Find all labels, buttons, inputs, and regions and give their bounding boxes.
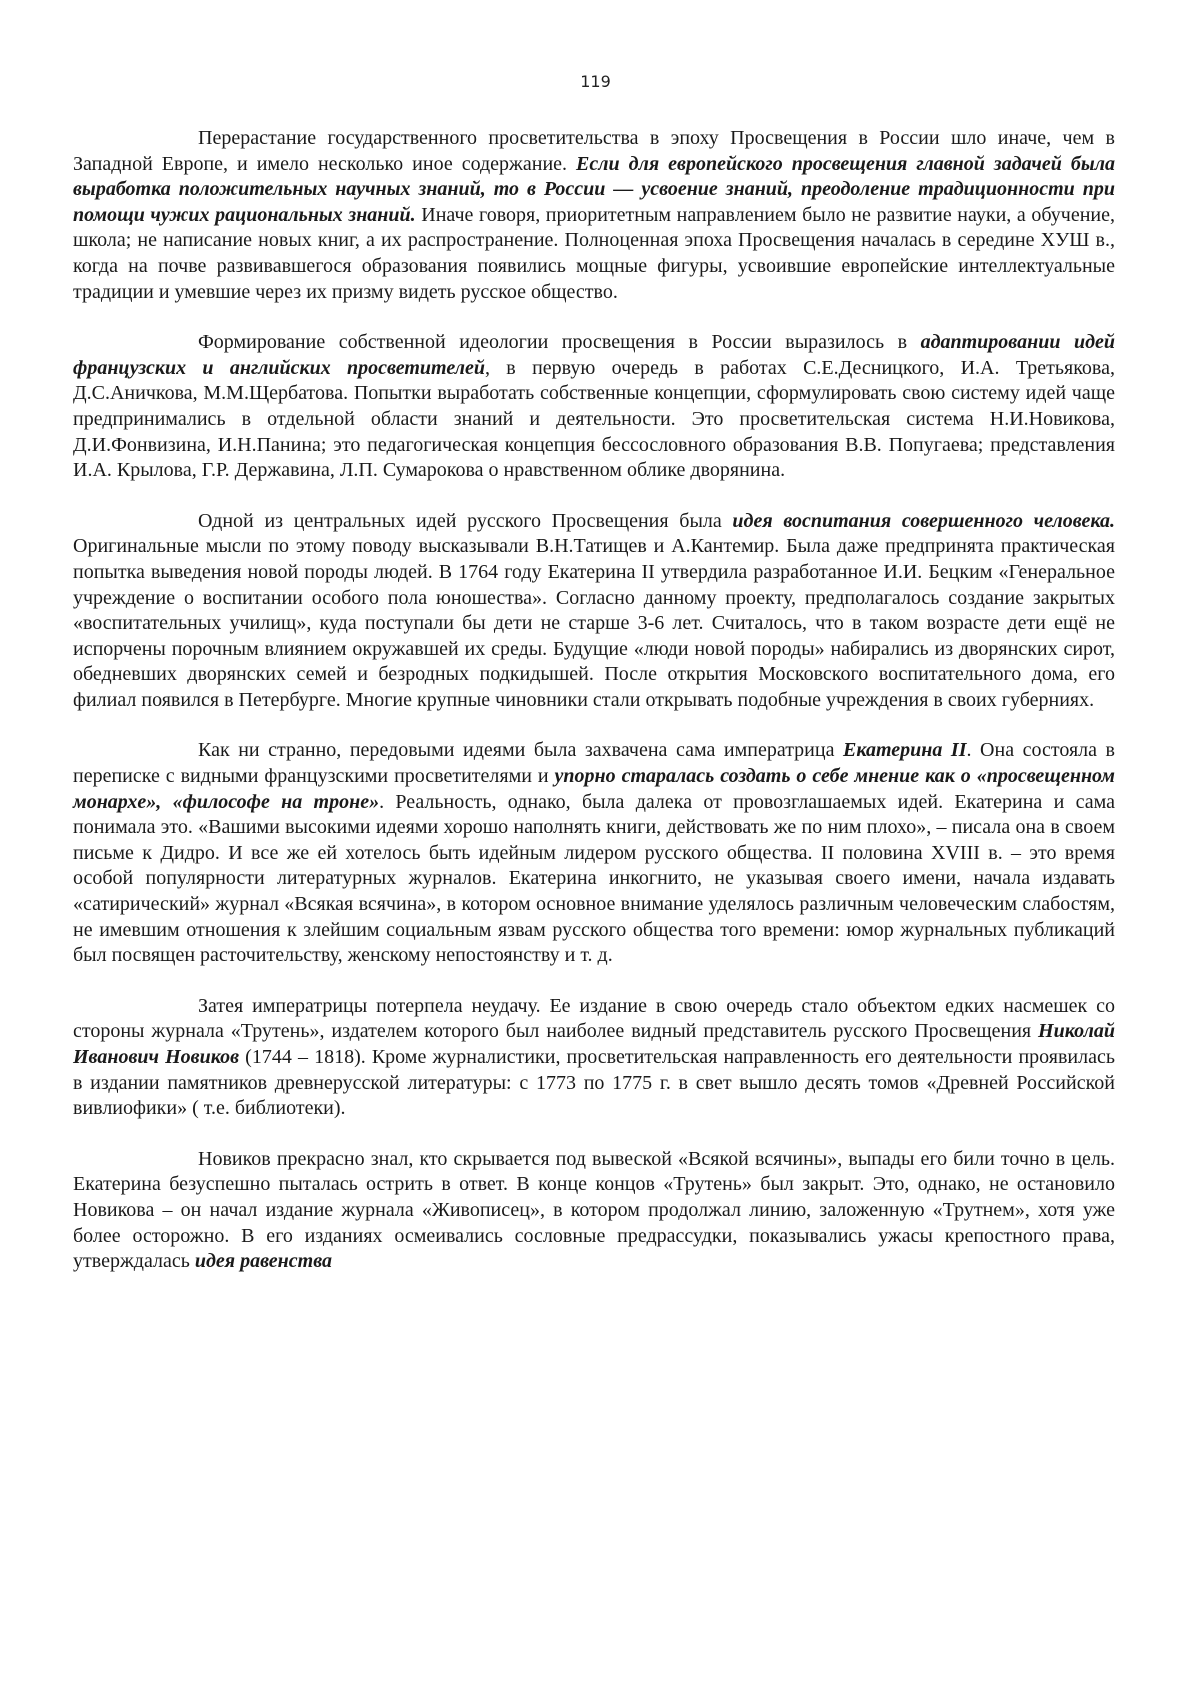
paragraph-text: Как ни странно, передовыми идеями была захвачена сама императрица bbox=[198, 739, 844, 762]
emphasis-text: идея воспитания совершенного человека. bbox=[732, 509, 1115, 532]
emphasis-text: адаптировании идей французских и английских просветителей bbox=[73, 331, 1115, 379]
paragraph-3 bbox=[73, 509, 1115, 714]
emphasis-text: Екатерина II bbox=[843, 739, 967, 762]
emphasis-text: идея равенства bbox=[194, 1250, 332, 1273]
paragraph-2 bbox=[73, 330, 1115, 484]
paragraph-text: Новиков прекрасно знал, кто скрывается под вывеской «Всякой всячины», выпады его били точно в цель. Екатерина безуспешно пыталась острить в ответ. В конце концов «Трутень» был закрыт. Это, однако, не остановило Новикова – он начал издание журнала «Живописец», в котором продолжал линию, заложенную «Трутнем», хотя уже более осторожно. В его изданиях осмеивались сословные предрассудки, показывались ужасы крепостного права, утверждалась bbox=[73, 1147, 1115, 1273]
paragraph-text: Затея императрицы потерпела неудачу. Ее издание в свою очередь стало объектом едких насмешек со стороны журнала «Трутень», издателем которого был наиболее видный представитель русского Просвещения bbox=[73, 994, 1115, 1043]
paragraph-1 bbox=[73, 126, 1115, 305]
paragraph-4 bbox=[73, 738, 1115, 968]
paragraph-text: . Реальность, однако, была далека от провозглашаемых идей. Екатерина и сама понимала это. «Вашими высокими идеями хорошо наполнять книги, действовать же по ним плохо», – писала она в своем письме к Дидро. И все же ей хотелось быть идейным лидером русского общества. II половина XVIII в. – это время особой популярности литературных журналов. Екатерина инкогнито, не указывая своего имени, начала издавать «сатирический» журнал «Всякая всячина», в котором основное внимание уделялось различным человеческим слабостям, не имевшим отношения к злейшим социальным язвам русского общества того времени: юмор журнальных публикаций был посвящен расточительству, женскому непостоянству и т. д. bbox=[73, 790, 1115, 967]
emphasis-text: Николай Иванович Новиков bbox=[73, 1020, 1115, 1068]
paragraph-5 bbox=[73, 994, 1115, 1122]
paragraph-text: Формирование собственной идеологии просвещения в России выразилось в bbox=[198, 331, 921, 354]
paragraph-text: Перерастание государственного просветительства в эпоху Просвещения в России шло иначе, чем в Западной Европе, и имело несколько иное содержание. bbox=[73, 127, 1115, 175]
paragraph-text: Одной из центральных идей русского Просвещения была bbox=[198, 509, 733, 532]
page-number: 119 bbox=[580, 72, 611, 91]
paragraph-text: Иначе говоря, приоритетным направлением было не развитие науки, а обучение, школа; не написание новых книг, а их распространение. Полноценная эпоха Просвещения началась в середине ХУШ в., когда на почве развивавшегося образования появились мощные фигуры, усвоившие европейские интеллектуальные традиции и умевшие через их призму видеть русское общество. bbox=[73, 203, 1115, 303]
emphasis-text: Если для европейского просвещения главной задачей была выработка положительных научных знаний, то в России — усвоение знаний, преодоление традиционности при помощи чужих рациональных знаний. bbox=[73, 152, 1115, 226]
paragraph-text: . Она состояла в переписке с видными французскими просветителями и bbox=[73, 739, 1115, 788]
paragraph-text: (1744 – 1818). Кроме журналистики, просветительская направленность его деятельности проявилась в издании памятников древнерусской литературы: с 1773 по 1775 г. в свет вышло десять томов «Древней Российской вивлиофики» ( т.е. библиотеки). bbox=[73, 1046, 1115, 1120]
paragraph-6 bbox=[73, 1147, 1115, 1275]
body-text bbox=[73, 126, 1115, 1275]
paragraph-text: , в первую очередь в работах С.Е.Десницкого, И.А. Третьякова, Д.С.Аничкова, М.М.Щербатова. Попытки выработать собственные концепции, сформулировать свою систему идей чаще предпринимались в отдельной области знаний и деятельности. Это просветительская система Н.И.Новикова, Д.И.Фонвизина, И.Н.Панина; это педагогическая концепция бессословного образования В.В. Попугаева; представления И.А. Крылова, Г.Р. Державина, Л.П. Сумарокова о нравственном облике дворянина. bbox=[73, 356, 1115, 482]
paragraph-text: Оригинальные мысли по этому поводу высказывали В.Н.Татищев и А.Кантемир. Была даже предпринята практическая попытка выведения новой породы людей. В 1764 году Екатерина II утвердила разработанное И.И. Бецким «Генеральное учреждение о воспитании особого пола юношества». Согласно данному проекту, предполагалось создание закрытых «воспитательных училищ», куда поступали бы дети не старше 3-6 лет. Считалось, что в таком возрасте дети ещё не испорчены порочным влиянием окружавшей их среды. Будущие «люди новой породы» набирались из дворянских сирот, обедневших дворянских семей и безродных подкидышей. После открытия Московского воспитательного дома, его филиал появился в Петербурге. Многие крупные чиновники стали открывать подобные учреждения в своих губерниях. bbox=[73, 535, 1115, 711]
emphasis-text: упорно старалась создать о себе мнение как о «просвещенном монархе», «философе на троне» bbox=[73, 765, 1115, 813]
